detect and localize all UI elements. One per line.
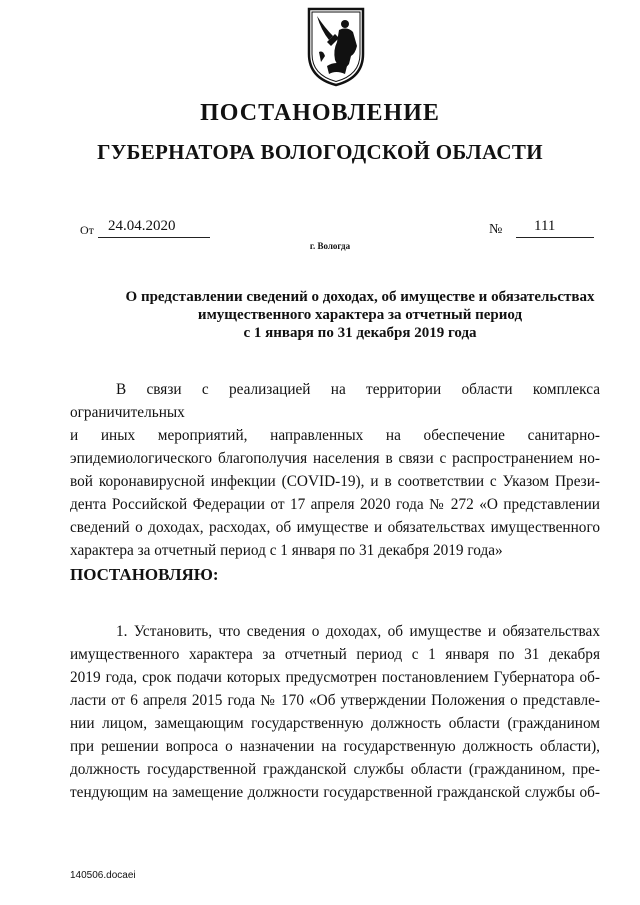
paragraph-line: 2019 года, срок подачи которых предусмотрен постановлением Губернатора об-: [70, 669, 600, 686]
subject-line: с 1 января по 31 декабря 2019 года: [243, 325, 477, 341]
paragraph-line: эпидемиологического благополучия населения в связи с распространением но-: [70, 450, 600, 467]
paragraph-line: 1. Установить, что сведения о доходах, об имуществе и обязательствах: [116, 623, 600, 640]
decree-heading: ПОСТАНОВЛЯЮ:: [70, 565, 219, 584]
document-subject: [60, 288, 640, 342]
document-number: 111: [516, 218, 594, 238]
document-title: ПОСТАНОВЛЕНИЕ: [200, 100, 440, 126]
paragraph-line: имущественного характера за отчетный период с 1 января по 31 декабря: [70, 646, 600, 663]
item-1-paragraph: [70, 620, 600, 804]
paragraph-line: характера за отчетный период с 1 января по 31 декабря 2019 года»: [70, 542, 503, 559]
preamble-paragraph: [70, 378, 600, 562]
date-prefix: От: [80, 223, 94, 237]
subject-line: имущественного характера за отчетный период: [197, 307, 523, 323]
file-reference: 140506.docaei: [70, 870, 136, 881]
paragraph-line: ласти от 6 апреля 2015 года № 170 «Об утверждении Положения о представле-: [70, 692, 600, 709]
paragraph-line: сведений о доходах, расходах, об имуществе и обязательствах имущественного: [70, 519, 600, 536]
paragraph-line: нии лицом, замещающим государственную должность области (гражданином: [70, 715, 600, 732]
paragraph-line: В связи с реализацией на территории области комплекса ограничительных: [70, 381, 600, 421]
coat-of-arms-emblem: [305, 6, 367, 88]
document-subtitle: ГУБЕРНАТОРА ВОЛОГОДСКОЙ ОБЛАСТИ: [97, 140, 543, 164]
paragraph-line: должность государственной гражданской службы области (гражданином, пре-: [70, 761, 600, 778]
number-prefix: №: [489, 222, 503, 237]
paragraph-line: при решении вопроса о назначении на государственную должность области),: [70, 738, 600, 755]
document-date: 24.04.2020: [98, 218, 210, 238]
city-label: г. Вологда: [309, 241, 351, 251]
paragraph-line: дента Российской Федерации от 17 апреля 2020 года № 272 «О представлении: [70, 496, 600, 513]
paragraph-line: тендующим на замещение должности государственной гражданской службы об-: [70, 784, 600, 801]
paragraph-line: вой коронавирусной инфекции (COVID-19), и в соответствии с Указом Прези-: [70, 473, 600, 490]
subject-line: О представлении сведений о доходах, об имуществе и обязательствах: [125, 289, 595, 305]
paragraph-line: и иных мероприятий, направленных на обеспечение санитарно-: [70, 427, 600, 444]
